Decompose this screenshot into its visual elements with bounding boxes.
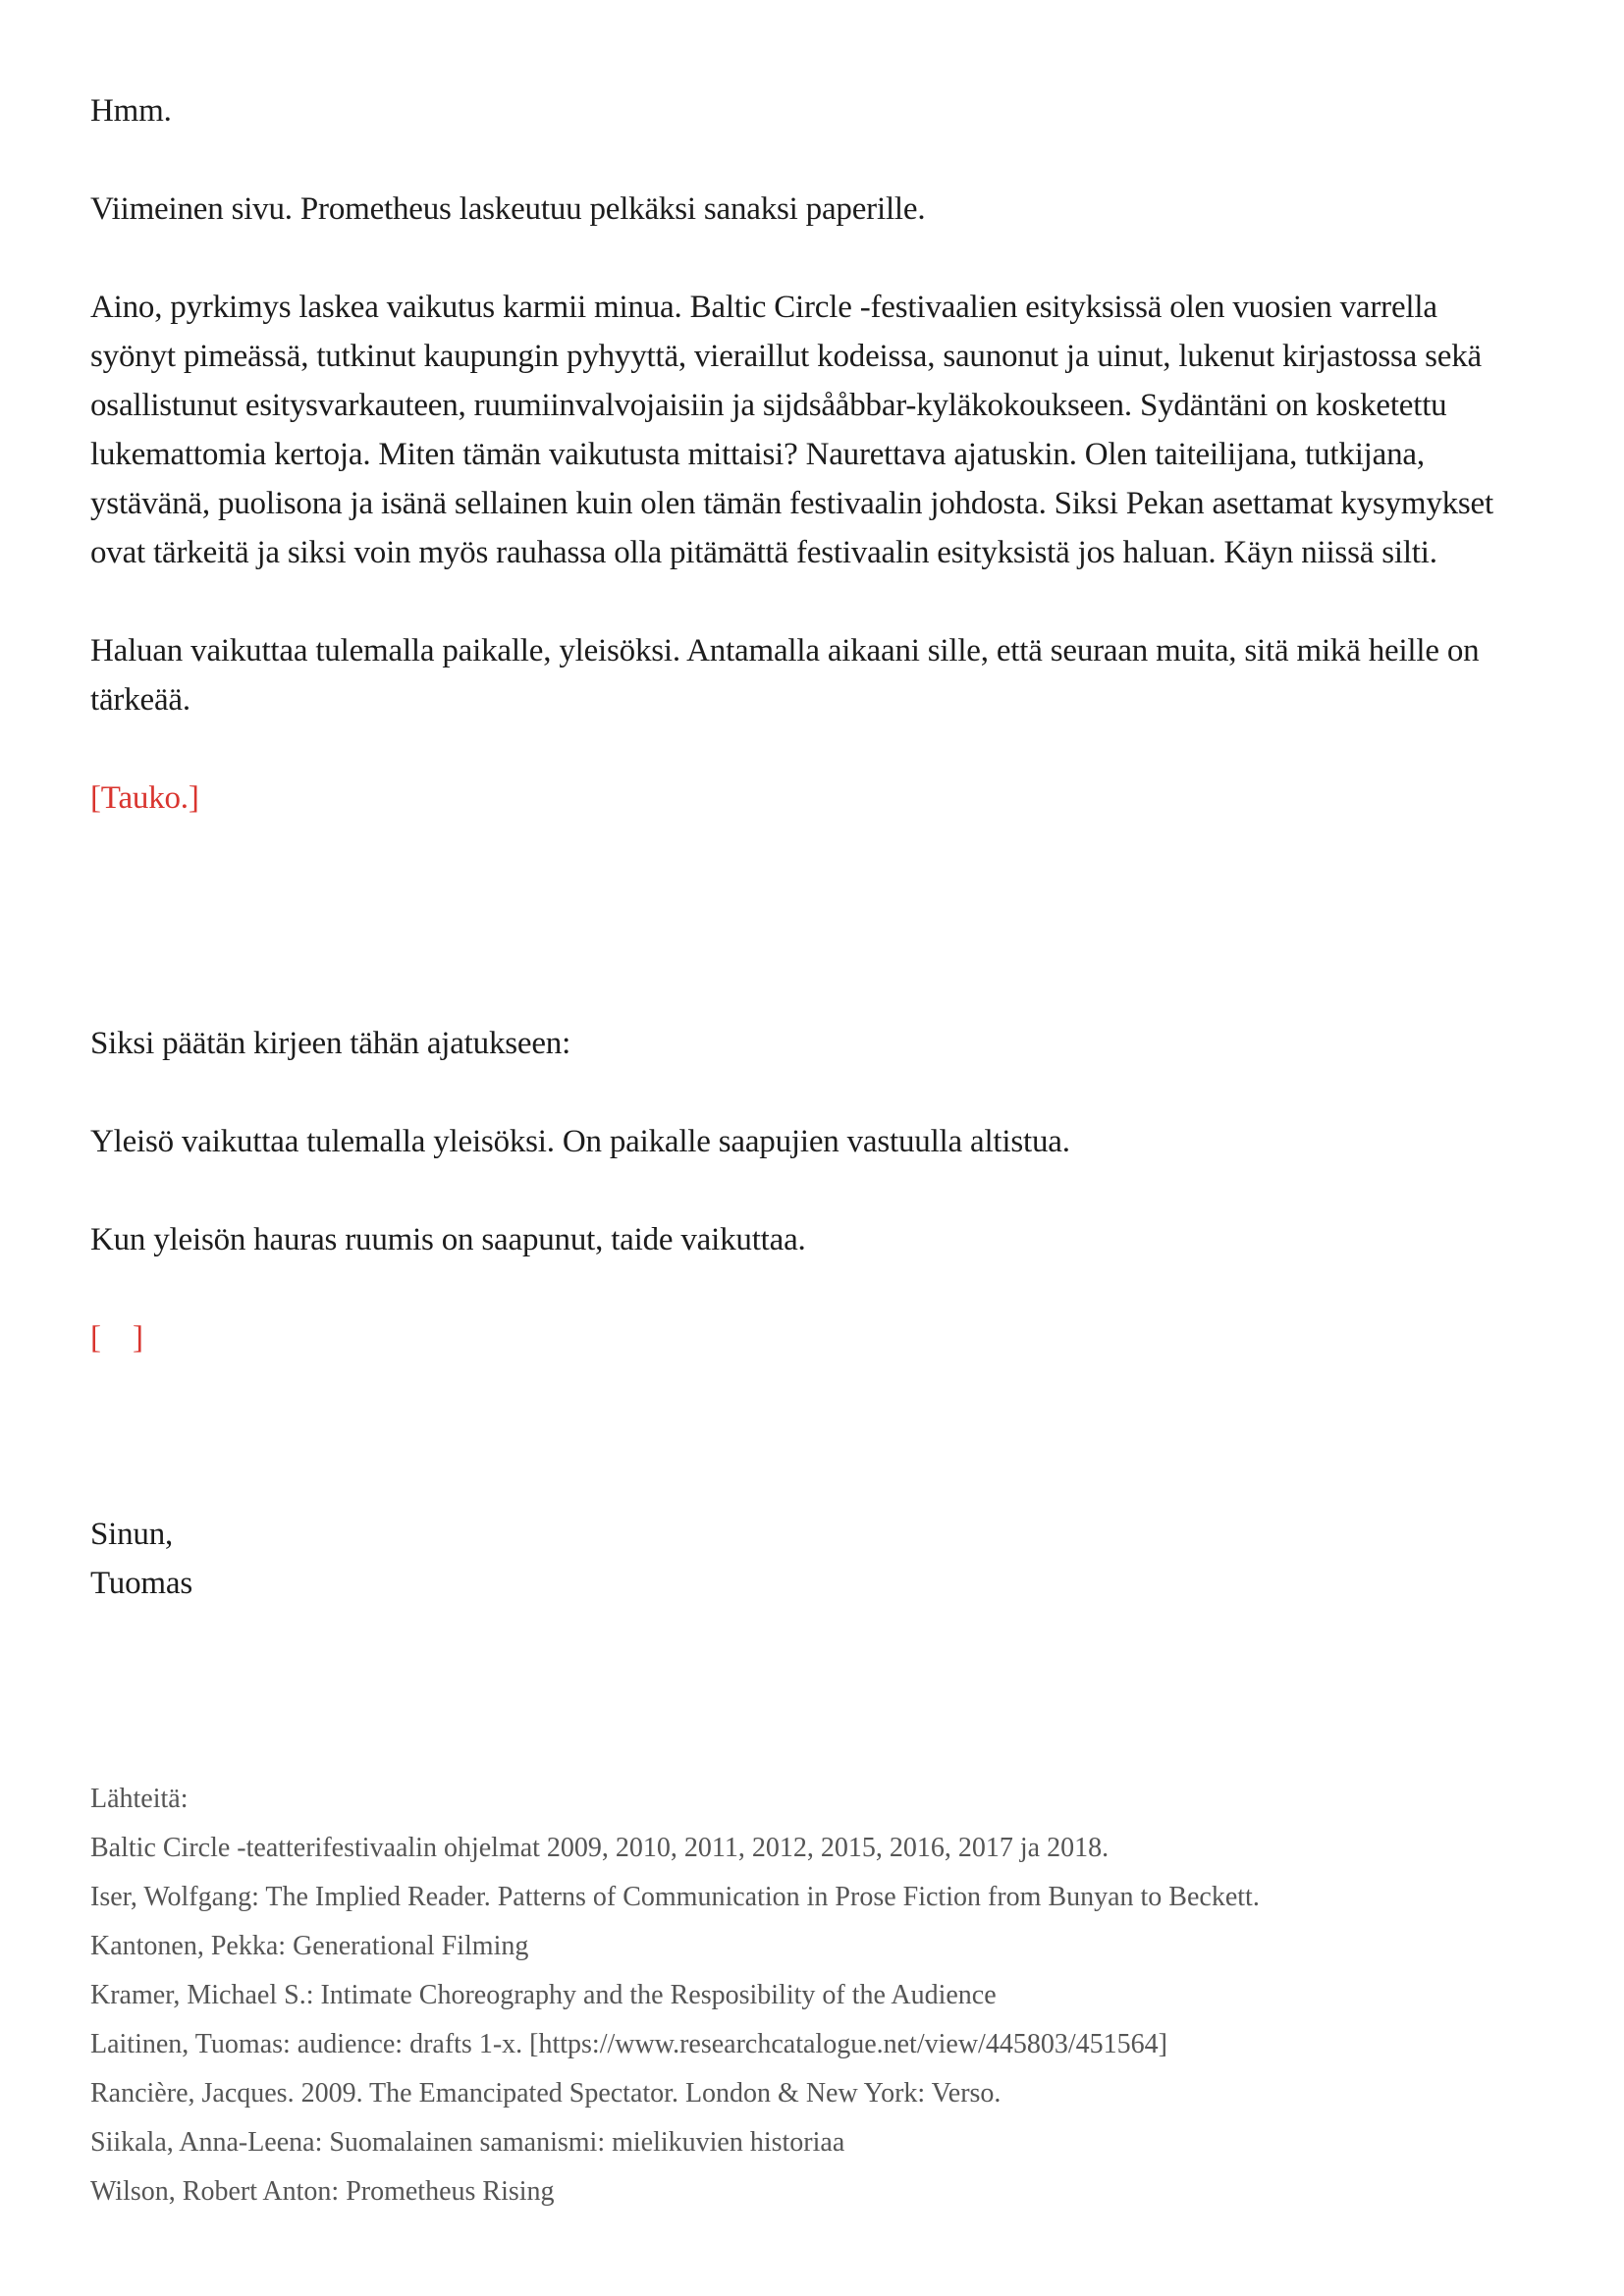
paragraph-line: ovat tärkeitä ja siksi voin myös rauhassa olla pitämättä festivaalin esityksistä jos haluan. Käyn niissä silti. bbox=[90, 535, 1437, 570]
reference-item: Rancière, Jacques. 2009. The Emancipated Spectator. London & New York: Verso. bbox=[90, 2078, 1001, 2109]
paragraph-haluan bbox=[90, 626, 1536, 724]
paragraph-line: osallistunut esitysvarkauteen, ruumiinvalvojaisiin ja sijdsååbbar-kyläkokoukseen. Sydäntäni on kosketettu bbox=[90, 388, 1447, 423]
references-heading: Lähteitä: bbox=[90, 1784, 189, 1814]
paragraph-line: tärkeää. bbox=[90, 682, 190, 718]
letter-line-siksi: Siksi päätän kirjeen tähän ajatukseen: bbox=[90, 1026, 571, 1061]
reference-item: Kramer, Michael S.: Intimate Choreography and the Resposibility of the Audience bbox=[90, 1980, 997, 2010]
reference-item: Iser, Wolfgang: The Implied Reader. Patterns of Communication in Prose Fiction from Bunyan to Beckett. bbox=[90, 1882, 1260, 1912]
references-section bbox=[90, 1775, 1536, 2216]
letter-line-yleiso: Yleisö vaikuttaa tulemalla yleisöksi. On paikalle saapujien vastuulla altistua. bbox=[90, 1124, 1070, 1159]
reference-item: Wilson, Robert Anton: Prometheus Rising bbox=[90, 2176, 555, 2207]
signature-name: Tuomas bbox=[90, 1566, 192, 1601]
paragraph-line: Aino, pyrkimys laskea vaikutus karmii minua. Baltic Circle -festivaalien esityksissä olen vuosien varrella bbox=[90, 290, 1437, 325]
reference-item: Kantonen, Pekka: Generational Filming bbox=[90, 1931, 529, 1961]
letter-opening-line: Hmm. bbox=[90, 93, 172, 129]
letter-line-viimeinen: Viimeinen sivu. Prometheus laskeutuu pelkäksi sanaksi paperille. bbox=[90, 191, 926, 227]
signature-block bbox=[90, 1510, 1536, 1608]
reference-item: Baltic Circle -teatterifestivaalin ohjelmat 2009, 2010, 2011, 2012, 2015, 2016, 2017 ja 2018. bbox=[90, 1833, 1110, 1863]
paragraph-line: syönyt pimeässä, tutkinut kaupungin pyhyyttä, vieraillut kodeissa, saunonut ja uinut, lukenut kirjastossa sekä bbox=[90, 339, 1482, 374]
paragraph-line: ystävänä, puolisona ja isänä sellainen kuin olen tämän festivaalin johdosta. Siksi Pekan asettamat kysymykset bbox=[90, 486, 1493, 521]
paragraph-line: lukemattomia kertoja. Miten tämän vaikutusta mittaisi? Naurettava ajatuskin. Olen taiteilijana, tutkijana, bbox=[90, 437, 1425, 472]
paragraph-line: Haluan vaikuttaa tulemalla paikalle, yleisöksi. Antamalla aikaani sille, että seuraan muita, sitä mikä heille on bbox=[90, 633, 1480, 668]
stage-direction-pause: [Tauko.] bbox=[90, 780, 199, 816]
letter-line-kun: Kun yleisön hauras ruumis on saapunut, taide vaikuttaa. bbox=[90, 1222, 806, 1257]
sign-off: Sinun, bbox=[90, 1517, 174, 1552]
reference-item: Laitinen, Tuomas: audience: drafts 1-x. [https://www.researchcatalogue.net/view/445803/451564] bbox=[90, 2029, 1167, 2059]
stage-direction-empty-brackets: [ ] bbox=[90, 1320, 143, 1356]
reference-item: Siikala, Anna-Leena: Suomalainen samanismi: mielikuvien historiaa bbox=[90, 2127, 845, 2158]
paragraph-aino bbox=[90, 283, 1536, 577]
